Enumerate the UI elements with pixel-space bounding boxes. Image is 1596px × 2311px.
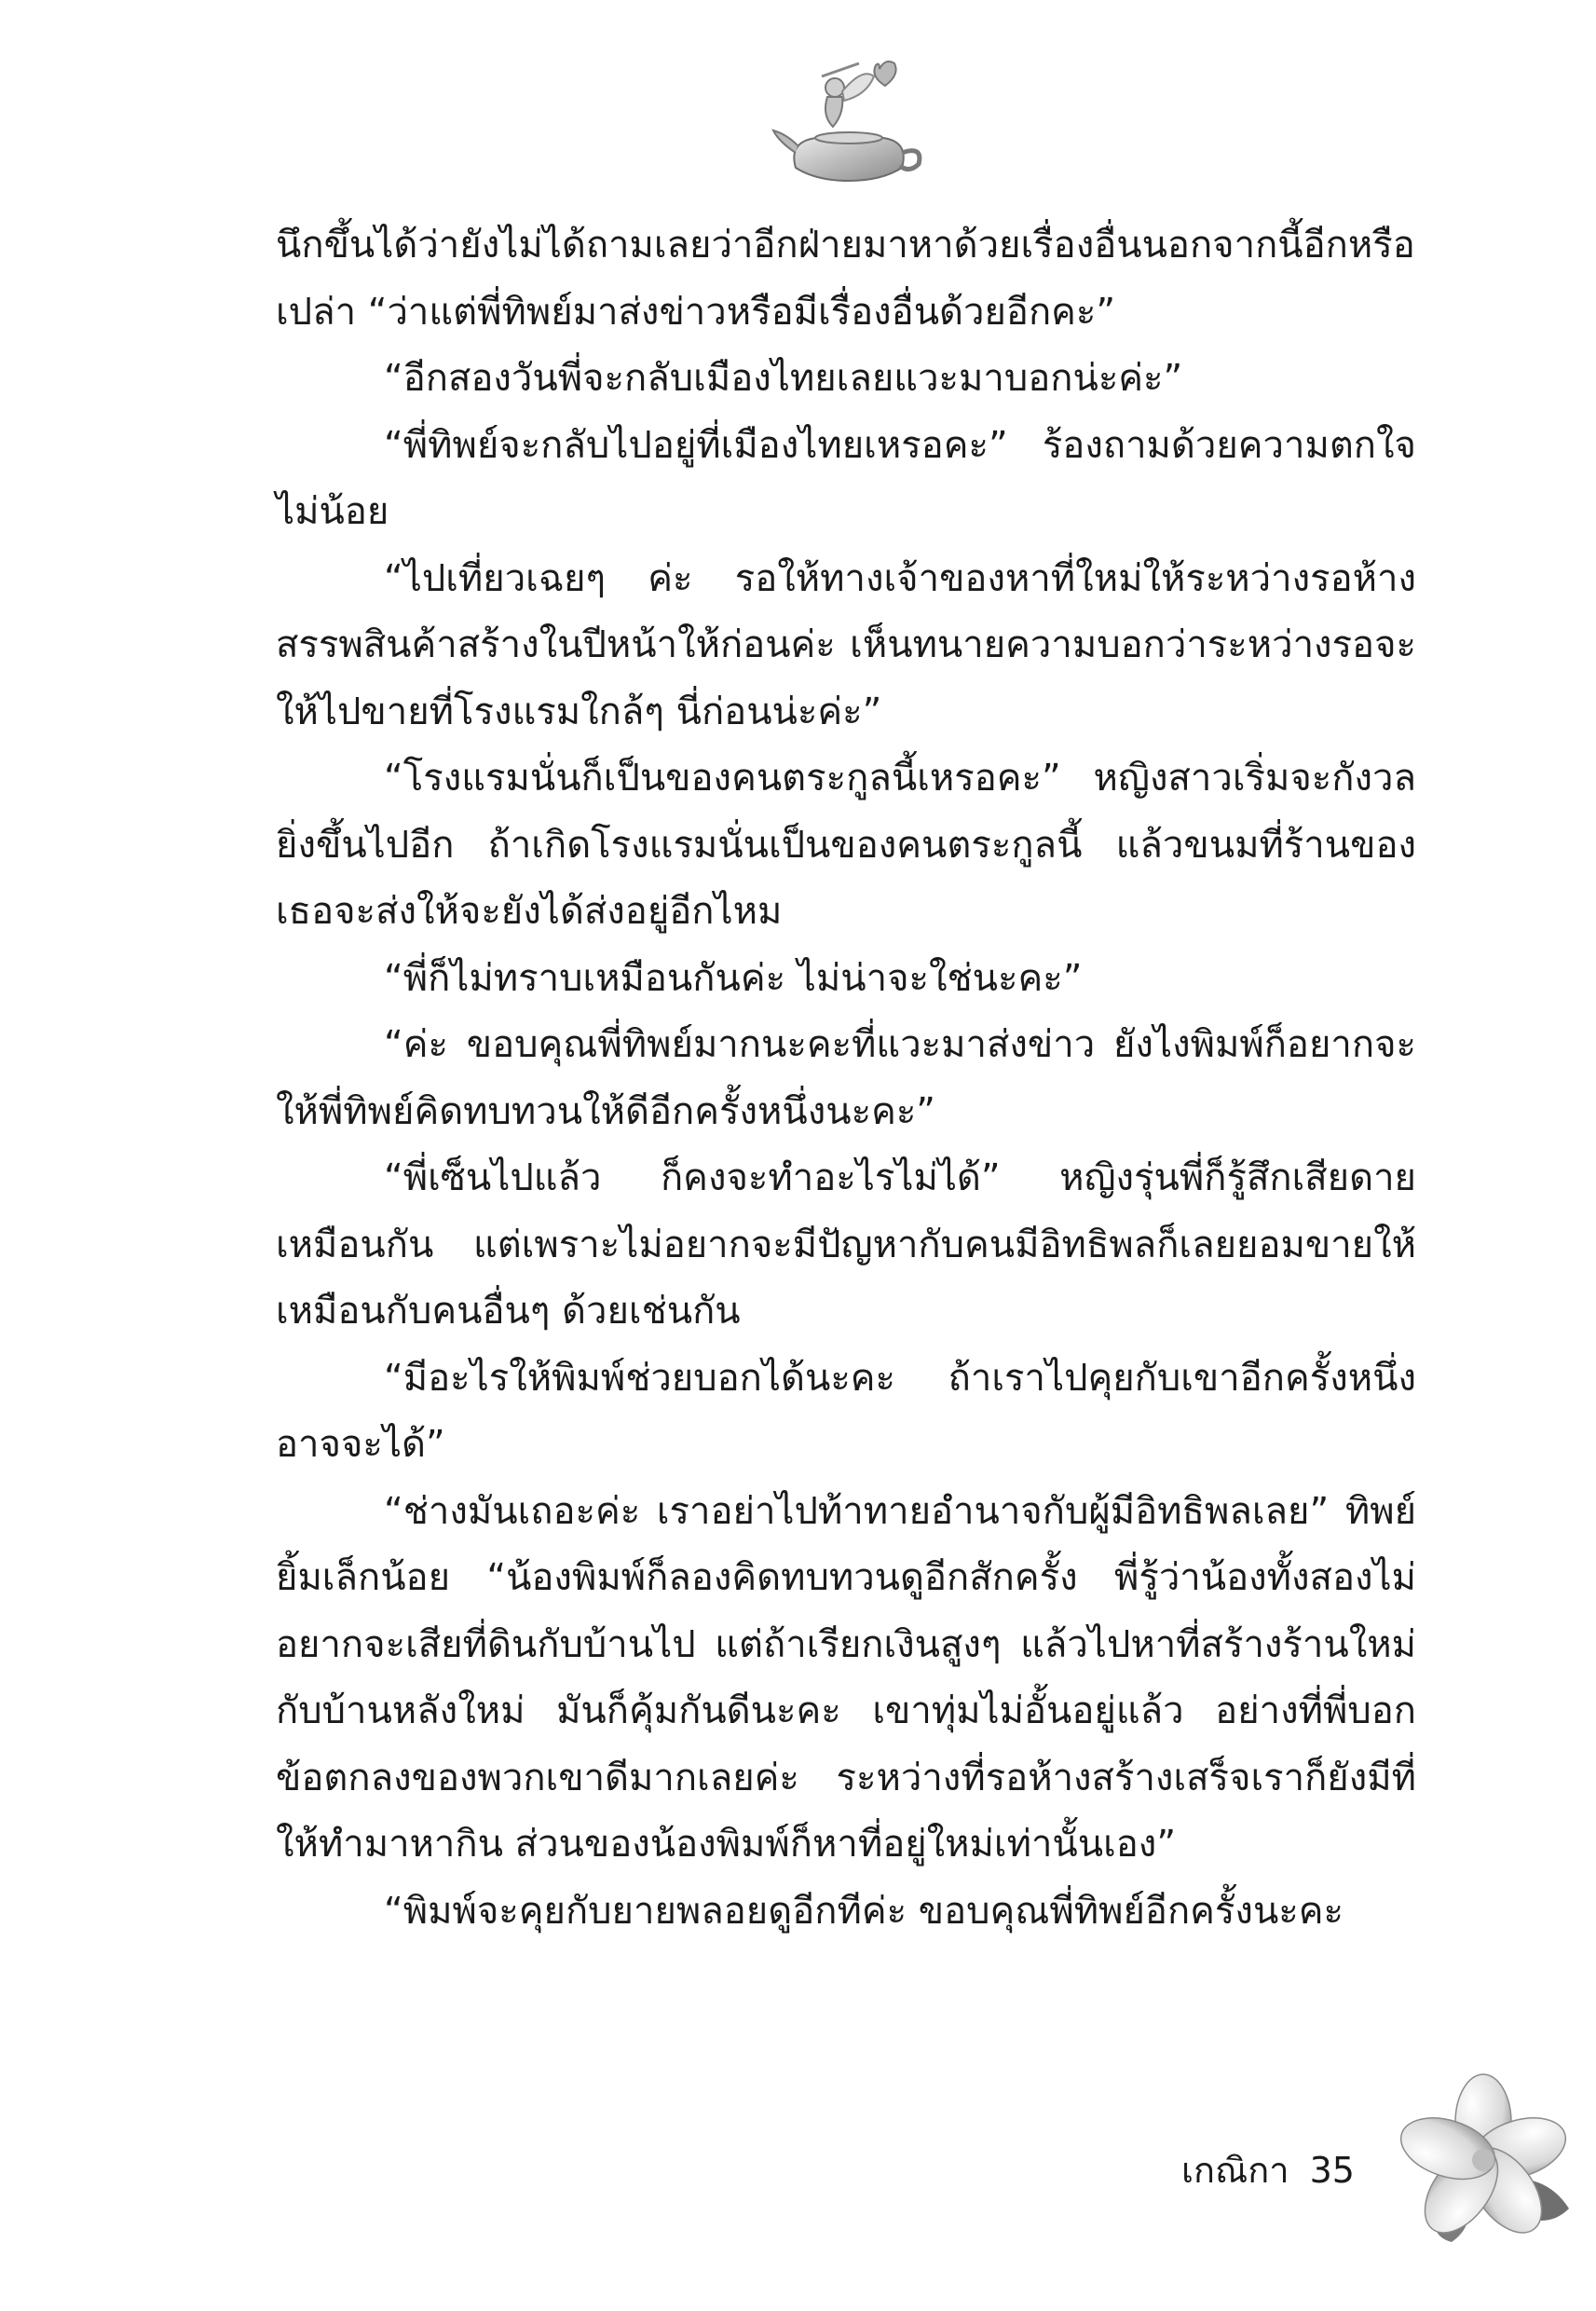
paragraph: “พี่เซ็นไปแล้ว ก็คงจะทำอะไรไม่ได้” หญิงรุ่นพี่ก็รู้สึกเสียดายเหมือนกัน แต่เพราะไม่อยากจะมีปัญหากับคนมีอิทธิพลก็เลยยอมขายให้เหมือนกับคนอื่นๆ ด้วยเช่นกัน: [276, 1156, 1416, 1333]
paragraph: “อีกสองวันพี่จะกลับเมืองไทยเลยแวะมาบอกน่ะค่ะ”: [384, 357, 1183, 400]
page-footer: [1181, 2141, 1355, 2198]
paragraph: “ช่างมันเถอะค่ะ เราอย่าไปท้าทายอำนาจกับผู้มีอิทธิพลเลย” ทิพย์ยิ้มเล็กน้อย “น้องพิมพ์ก็ลองคิดทบทวนดูอีกสักครั้ง พี่รู้ว่าน้องทั้งสองไม่อยากจะเสียที่ดินกับบ้านไป แต่ถ้าเรียกเงินสูงๆ แล้วไปหาที่สร้างร้านใหม่กับบ้านหลังใหม่ มันก็คุ้มกันดีนะคะ เขาทุ่มไม่อั้นอยู่แล้ว อย่างที่พี่บอก ข้อตกลงของพวกเขาดีมากเลยค่ะ ระหว่างที่รอห้างสร้างเสร็จเราก็ยังมีที่ให้ทำมาหากิน ส่วนของน้องพิมพ์ก็หาที่อยู่ใหม่เท่านั้นเอง”: [276, 1489, 1416, 1866]
paragraph: “ค่ะ ขอบคุณพี่ทิพย์มากนะคะที่แวะมาส่งข่าว ยังไงพิมพ์ก็อยากจะให้พี่ทิพย์คิดทบทวนให้ดีอีกครั้งหนึ่งนะคะ”: [276, 1023, 1416, 1133]
paragraph: “พี่ทิพย์จะกลับไปอยู่ที่เมืองไทยเหรอคะ” ร้องถามด้วยความตกใจไม่น้อย: [276, 423, 1416, 533]
paragraph: “มีอะไรให้พิมพ์ช่วยบอกได้นะคะ ถ้าเราไปคุยกับเขาอีกครั้งหนึ่งอาจจะได้”: [276, 1356, 1416, 1466]
frangipani-flower-icon: [1386, 2069, 1573, 2246]
page-number: 35: [1309, 2150, 1355, 2191]
paragraph: นึกขึ้นได้ว่ายังไม่ได้ถามเลยว่าอีกฝ่ายมาหาด้วยเรื่องอื่นนอกจากนี้อีกหรือเปล่า “ว่าแต่พี่ทิพย์มาส่งข่าวหรือมีเรื่องอื่นด้วยอีกคะ”: [276, 224, 1415, 334]
paragraph: “พิมพ์จะคุยกับยายพลอยดูอีกทีค่ะ ขอบคุณพี่ทิพย์อีกครั้งนะคะ: [384, 1889, 1344, 1933]
paragraph: “พี่ก็ไม่ทราบเหมือนกันค่ะ ไม่น่าจะใช่นะคะ”: [384, 956, 1083, 1000]
teapot-cupid-icon: [770, 48, 928, 188]
paragraph: “ไปเที่ยวเฉยๆ ค่ะ รอให้ทางเจ้าของหาที่ใหม่ให้ระหว่างรอห้างสรรพสินค้าสร้างในปีหน้าให้ก่อนค่ะ เห็นทนายความบอกว่าระหว่างรอจะให้ไปขายที่โรงแรมใกล้ๆ นี่ก่อนน่ะค่ะ”: [276, 556, 1416, 733]
book-title: เกณิกา: [1181, 2150, 1289, 2191]
paragraph: “โรงแรมนั่นก็เป็นของคนตระกูลนี้เหรอคะ” หญิงสาวเริ่มจะกังวลยิ่งขึ้นไปอีก ถ้าเกิดโรงแรมนั่นเป็นของคนตระกูลนี้ แล้วขนมที่ร้านของเธอจะส่งให้จะยังได้ส่งอยู่อีกไหม: [276, 757, 1416, 933]
story-text: [276, 212, 1416, 1945]
